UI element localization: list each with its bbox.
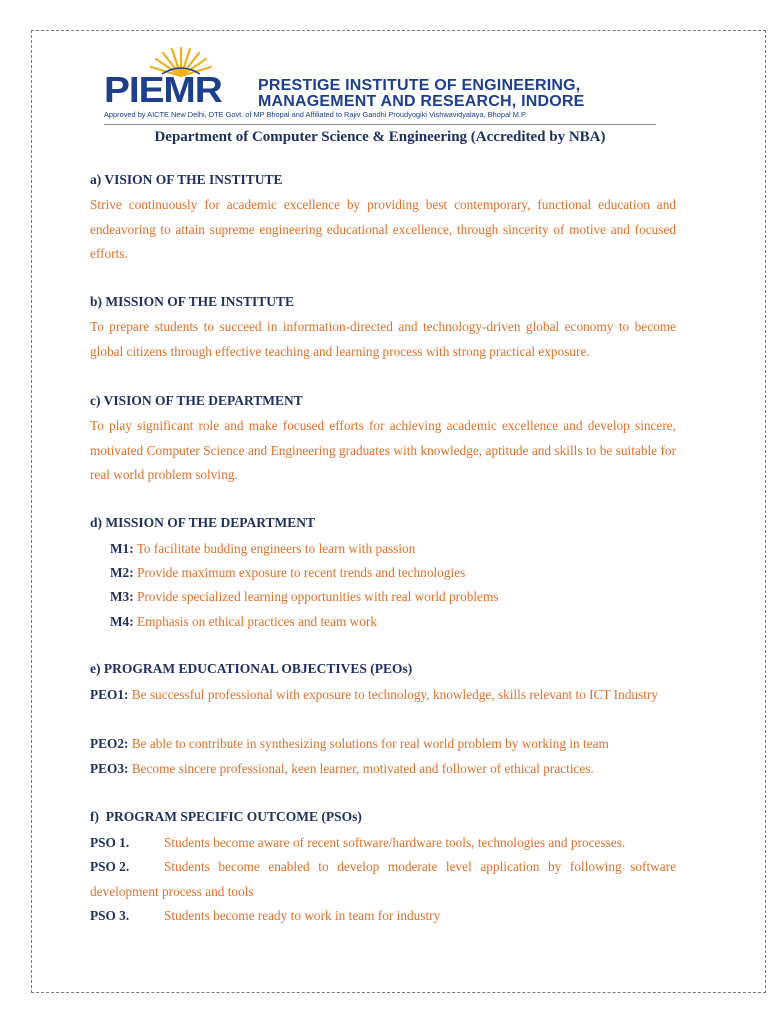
list-item <box>90 732 676 757</box>
peo-label: PEO1: <box>90 687 129 702</box>
peo-label: PEO3: <box>90 761 129 776</box>
section-heading-vision-department: c) VISION OF THE DEPARTMENT <box>90 393 303 408</box>
pso-text: Students become ready to work in team for industry <box>164 908 441 923</box>
vision-department-text: To play significant role and make focused efforts for achieving academic excellence and develop sincere, motivated Computer Science and Engineering graduates with knowledge, aptitude and skills to be suitable for real world problem solving. <box>90 418 676 482</box>
list-item <box>90 757 676 782</box>
section-heading-vision-institute: a) VISION OF THE INSTITUTE <box>90 172 283 187</box>
institute-name-line1: PRESTIGE INSTITUTE OF ENGINEERING, <box>258 77 581 94</box>
list-item <box>110 614 377 630</box>
department-title: Department of Computer Science & Engineering (Accredited by NBA) <box>154 129 606 145</box>
section-heading-psos: f) PROGRAM SPECIFIC OUTCOME (PSOs) <box>90 809 362 824</box>
section-heading-mission-institute: b) MISSION OF THE INSTITUTE <box>90 294 295 309</box>
list-item <box>110 589 498 605</box>
pso-label: PSO 2. <box>90 859 130 874</box>
pso-text: Students become aware of recent software/hardware tools, technologies and processes. <box>164 835 626 850</box>
pso-text-continued: development process and tools <box>90 884 254 899</box>
mission-institute-text: To prepare students to succeed in information-directed and technology-driven global economy to become global citizens through effective teaching and learning process with strong practical exposure. <box>90 319 676 359</box>
peo-text: Become sincere professional, keen learner, motivated and follower of ethical practices. <box>131 761 594 776</box>
vision-institute-text: Strive continuously for academic excellence by providing best contemporary, functional education and endeavoring to attain supreme engineering educational excellence, through sincerity of motive and focused efforts. <box>90 197 676 261</box>
pso-text: Students become enabled to develop moderate level application by following software <box>164 859 676 874</box>
mission-text: Provide maximum exposure to recent trends and technologies <box>136 565 466 580</box>
pso-label: PSO 1. <box>90 835 130 850</box>
peo-text: Be successful professional with exposure to technology, knowledge, skills relevant to ICT Industry <box>131 687 658 702</box>
mission-label: M3: <box>110 589 134 604</box>
list-item <box>90 683 676 708</box>
peo-text: Be able to contribute in synthesizing solutions for real world problem by working in team <box>131 736 609 751</box>
institute-logo-text: PIEMR <box>104 69 222 110</box>
list-item <box>110 565 465 581</box>
pso-label: PSO 3. <box>90 908 130 923</box>
approval-statement: Approved by AICTE New Delhi, DTE Govt. of MP Bhopal and Affiliated to Rajiv Gandhi Proudyogiki Vishwavidyalaya, Bhopal M.P. <box>104 110 527 119</box>
peo-label: PEO2: <box>90 736 129 751</box>
mission-text: Emphasis on ethical practices and team work <box>136 614 377 629</box>
mission-label: M4: <box>110 614 134 629</box>
mission-label: M2: <box>110 565 134 580</box>
mission-text: Provide specialized learning opportunities with real world problems <box>136 589 499 604</box>
section-heading-peos: e) PROGRAM EDUCATIONAL OBJECTIVES (PEOs) <box>90 661 413 676</box>
list-item <box>110 541 415 557</box>
mission-label: M1: <box>110 541 134 556</box>
institute-name-line2: MANAGEMENT AND RESEARCH, INDORE <box>258 93 585 110</box>
section-heading-mission-department: d) MISSION OF THE DEPARTMENT <box>90 515 316 530</box>
mission-text: To facilitate budding engineers to learn with passion <box>136 541 416 556</box>
header-divider <box>104 124 656 125</box>
